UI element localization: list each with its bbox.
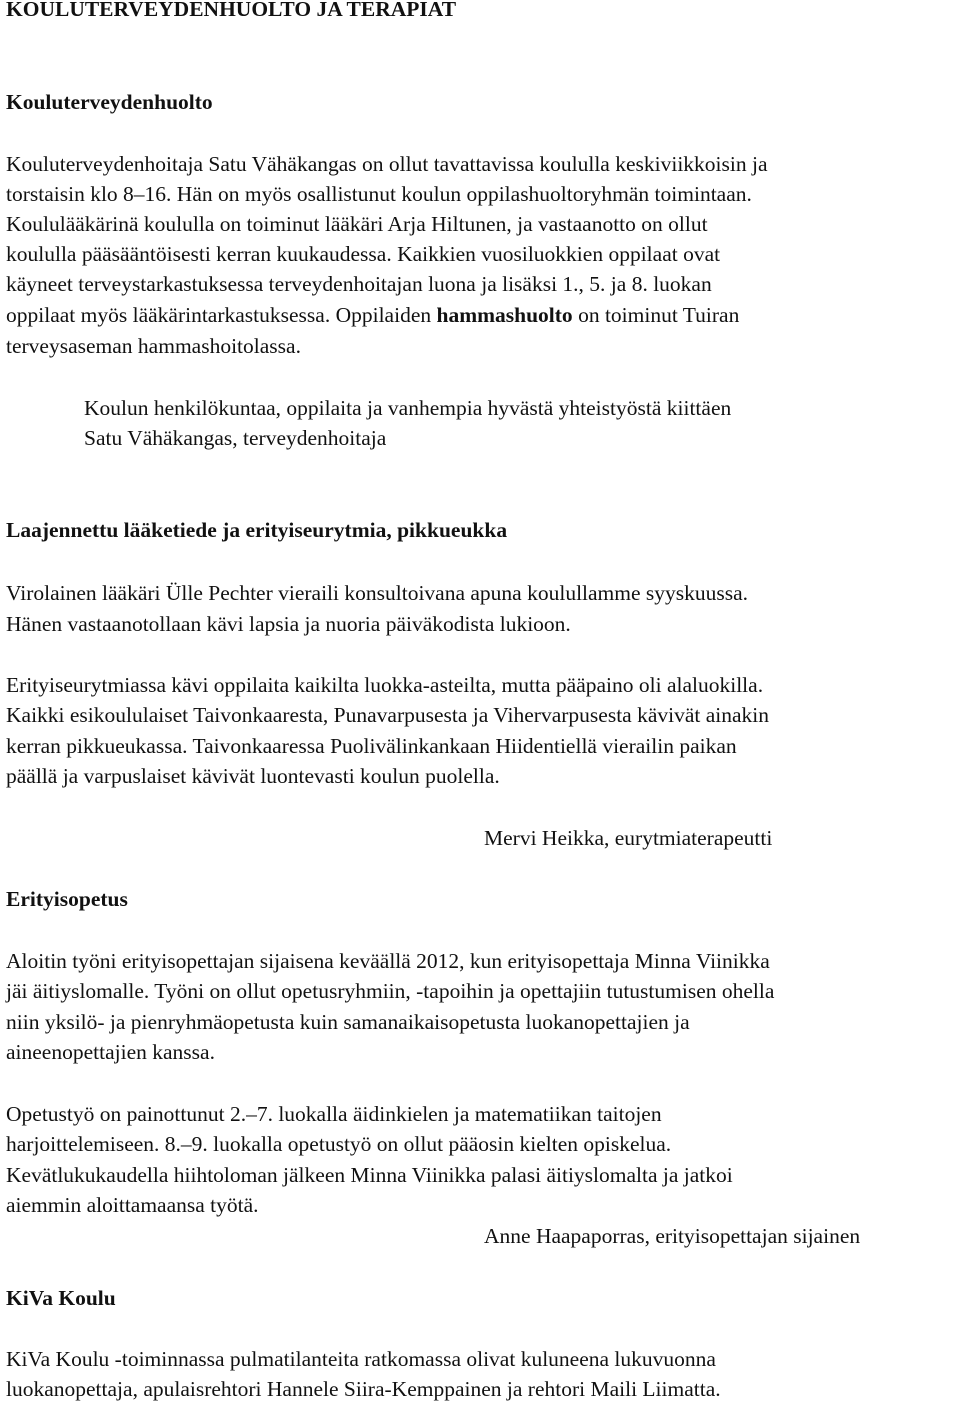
paragraph-line: Aloitin työni erityisopettajan sijaisena keväällä 2012, kun erityisopettaja Minna Viinikka <box>6 949 770 973</box>
paragraph-line: aineenopettajien kanssa. <box>6 1040 215 1064</box>
paragraph-line: jäi äitiyslomalle. Työni on ollut opetusryhmiin, -tapoihin ja opettajiin tutustumisen ohella <box>6 979 775 1003</box>
paragraph-text: on toiminut Tuiran <box>572 303 740 327</box>
paragraph-line: Hänen vastaanotollaan kävi lapsia ja nuoria päiväkodista lukioon. <box>6 612 571 636</box>
paragraph-line: Kouluterveydenhoitaja Satu Vähäkangas on ollut tavattavissa koululla keskiviikkoisin ja <box>6 152 768 176</box>
paragraph-line: koululla pääsääntöisesti kerran kuukaudessa. Kaikkien vuosiluokkien oppilaat ovat <box>6 242 721 266</box>
signature: Satu Vähäkangas, terveydenhoitaja <box>84 426 387 450</box>
paragraph-line: terveysaseman hammashoitolassa. <box>6 334 301 358</box>
paragraph-line: Kevätlukukaudella hiihtoloman jälkeen Minna Viinikka palasi äitiyslomalta ja jatkoi <box>6 1163 733 1187</box>
paragraph-line: niin yksilö- ja pienryhmäopetusta kuin samanaikaisopetusta luokanopettajien ja <box>6 1010 690 1034</box>
section-heading-laajennettu: Laajennettu lääketiede ja erityiseurytmia, pikkueukka <box>6 518 508 542</box>
bold-term-hammashuolto: hammashuolto <box>436 303 573 327</box>
paragraph-line <box>6 300 739 330</box>
section-heading-erityisopetus: Erityisopetus <box>6 887 128 911</box>
paragraph-line: Koululääkärinä koululla on toiminut lääkäri Arja Hiltunen, ja vastaanotto on ollut <box>6 212 708 236</box>
signature: Mervi Heikka, eurytmiaterapeutti <box>484 826 773 850</box>
paragraph-text: oppilaat myös lääkärintarkastuksessa. Oppilaiden <box>6 303 437 327</box>
paragraph-line: Kaikki esikoululaiset Taivonkaaresta, Punavarpusesta ja Vihervarpusesta kävivät ainakin <box>6 703 770 727</box>
paragraph-line: torstaisin klo 8–16. Hän on myös osallistunut koulun oppilashuoltoryhmän toimintaan. <box>6 182 752 206</box>
paragraph-line: päällä ja varpuslaiset kävivät luontevasti koulun puolella. <box>6 764 500 788</box>
document-title: KOULUTERVEYDENHUOLTO JA TERAPIAT <box>6 0 457 21</box>
paragraph-line: Erityiseurytmiassa kävi oppilaita kaikilta luokka-asteilta, mutta pääpaino oli alaluokilla. <box>6 673 764 697</box>
paragraph-line: kerran pikkueukassa. Taivonkaaressa Puolivälinkankaan Hiidentiellä vierailin paikan <box>6 734 737 758</box>
paragraph-line: luokanopettaja, apulaisrehtori Hannele Siira-Kemppainen ja rehtori Maili Liimatta. <box>6 1377 721 1401</box>
signature: Anne Haapaporras, erityisopettajan sijainen <box>484 1224 861 1248</box>
paragraph-line: käyneet terveystarkastuksessa terveydenhoitajan luona ja lisäksi 1., 5. ja 8. luokan <box>6 272 712 296</box>
paragraph-line: KiVa Koulu -toiminnassa pulmatilanteita ratkomassa olivat kuluneena lukuvuonna <box>6 1347 716 1371</box>
section-heading-kouluterveydenhuolto: Kouluterveydenhuolto <box>6 90 213 114</box>
section-heading-kiva-koulu: KiVa Koulu <box>6 1286 116 1310</box>
paragraph-line: aiemmin aloittamaansa työtä. <box>6 1193 259 1217</box>
paragraph-line: Opetustyö on painottunut 2.–7. luokalla äidinkielen ja matematiikan taitojen <box>6 1102 662 1126</box>
thanks-line: Koulun henkilökuntaa, oppilaita ja vanhempia hyvästä yhteistyöstä kiittäen <box>84 396 732 420</box>
paragraph-line: Virolainen lääkäri Ülle Pechter vieraili konsultoivana apuna koulullamme syyskuussa. <box>6 581 749 605</box>
paragraph-line: harjoittelemiseen. 8.–9. luokalla opetustyö on ollut pääosin kielten opiskelua. <box>6 1132 672 1156</box>
